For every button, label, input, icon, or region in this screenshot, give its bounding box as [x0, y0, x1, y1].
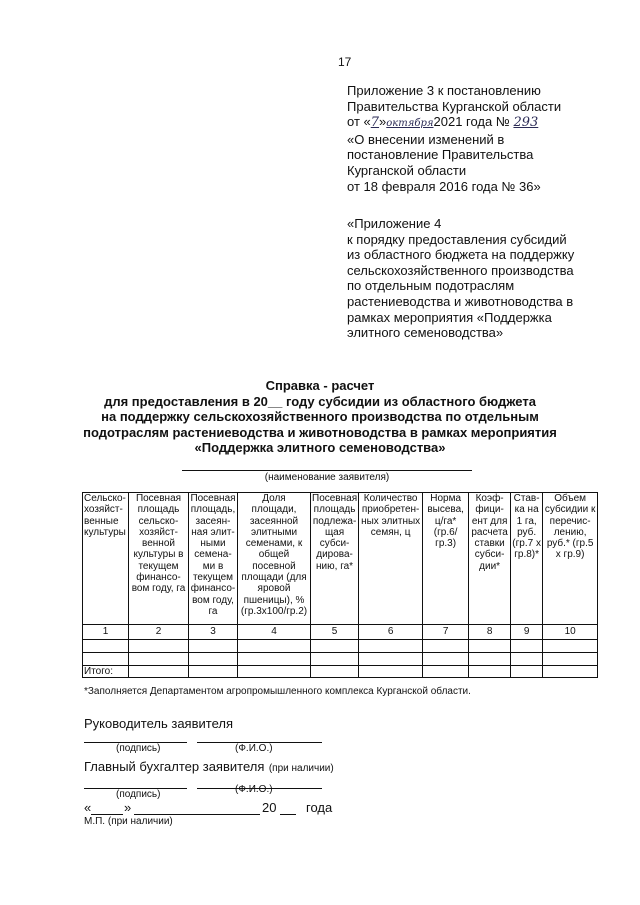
column-number: 1 [83, 625, 129, 640]
header-cell: Объем субсидии к перечис-лению, руб.* (гр.5 х гр.9) [543, 493, 598, 625]
appendix4-line: к порядку предоставления субсидий [347, 231, 567, 247]
appendix4-line: по отдельным подотраслям [347, 278, 515, 294]
appendix4-line: из областного бюджета на поддержку [347, 247, 575, 263]
accountant-row [84, 758, 334, 776]
title-line: для предоставления в 20__ году субсидии из областного бюджета [104, 393, 536, 409]
appendix-line: от 18 февраля 2016 года № 36» [347, 178, 541, 194]
column-number: 10 [543, 625, 598, 640]
column-number: 2 [129, 625, 189, 640]
date-close-quote: » [124, 800, 132, 815]
date-day-line [91, 814, 123, 815]
date-year: 2021 года № [433, 114, 510, 130]
total-label: Итого: [83, 666, 129, 678]
appendix-line: постановление Правительства [347, 147, 534, 163]
table-empty-row [83, 653, 598, 666]
fio-caption: (Ф.И.О.) [235, 743, 273, 754]
date-mid: » [379, 114, 387, 130]
table-header-row [83, 493, 598, 625]
table-empty-row [83, 640, 598, 653]
title-line: подотраслям растениеводства и животноводства в рамках мероприятия [83, 424, 557, 440]
appendix-line: «О внесении изменений в [347, 131, 505, 147]
appendix4-line: растениеводства и животноводства в [347, 293, 574, 309]
mp-label: М.П. [84, 816, 106, 827]
date-year: 20 [262, 800, 277, 815]
header-cell: Посевная площадь подлежа-щая субси-дирова-нию, га* [311, 493, 359, 625]
table-number-row [83, 625, 598, 640]
column-number: 3 [189, 625, 238, 640]
mp-note: (при наличии) [107, 816, 173, 827]
title-line: на поддержку сельскохозяйственного производства по отдельным [101, 409, 539, 424]
date-open-quote: « [84, 800, 92, 815]
footnote: *Заполняется Департаментом агропромышленного комплекса Курганской области. [84, 686, 471, 697]
appendix-line: Приложение 3 к постановлению [347, 83, 541, 98]
appendix-3-block [347, 83, 561, 194]
document-title [60, 378, 580, 456]
appendix-line: Правительства Курганской области [347, 98, 562, 114]
header-cell: Посевная площадь, засеян-ная элит-ными семена-ми в текущем финансо-вом году, га [189, 493, 238, 625]
appendix-line: Курганской области [347, 162, 467, 178]
fio-caption: (Ф.И.О.) [235, 784, 273, 795]
handwritten-day: 7 [370, 115, 380, 131]
appendix4-line: элитного семеноводства» [347, 325, 504, 341]
appendix4-line: рамках мероприятия «Поддержка [347, 309, 552, 325]
appendix-4-block [347, 216, 574, 341]
date-prefix: от « [347, 114, 371, 130]
appendix4-line: сельскохозяйственного производства [347, 262, 574, 278]
column-number: 8 [469, 625, 511, 640]
applicant-name-line [182, 470, 472, 471]
header-cell: Став-ка на 1 га, руб. (гр.7 х гр.8)* [511, 493, 543, 625]
column-number: 9 [511, 625, 543, 640]
accountant-label: Главный бухгалтер заявителя [84, 759, 265, 774]
title-line: Справка - расчет [265, 378, 375, 393]
header-cell: Посевная площадь сельско-хозяйст-венной культуры в текущем финансо-вом году, га [129, 493, 189, 625]
header-cell: Коэф-фици-ент для расчета ставки субси-дии* [469, 493, 511, 625]
appendix-date-line [347, 114, 561, 132]
column-number: 4 [238, 625, 311, 640]
calculation-table [82, 492, 598, 678]
date-suffix: года [306, 800, 333, 815]
date-row [84, 800, 344, 816]
applicant-caption: (наименование заявителя) [264, 472, 390, 483]
accountant-note: (при наличии) [268, 763, 334, 774]
head-label: Руководитель заявителя [84, 716, 233, 731]
handwritten-month: октября [386, 118, 434, 130]
header-cell: Норма высева, ц/га* (гр.6/гр.3) [423, 493, 469, 625]
title-line: «Поддержка элитного семеноводства» [194, 440, 446, 455]
header-cell: Количество приобретен-ных элитных семян, ц [359, 493, 423, 625]
signature-caption: (подпись) [116, 789, 161, 800]
handwritten-number: 293 [513, 115, 539, 131]
header-cell: Сельско-хозяйст-венные культуры [83, 493, 129, 625]
date-month-line [134, 814, 260, 815]
table-total-row [83, 666, 598, 678]
stamp-row [84, 816, 173, 827]
column-number: 5 [311, 625, 359, 640]
appendix4-line: «Приложение 4 [347, 216, 442, 231]
column-number: 6 [359, 625, 423, 640]
date-year-line [280, 814, 296, 815]
header-cell: Доля площади, засеянной элитными семенами, к общей посевной площади (для яровой пшеницы), % (гр.3х100/гр.2) [238, 493, 311, 625]
column-number: 7 [423, 625, 469, 640]
page-number: 17 [338, 55, 352, 69]
signature-caption: (подпись) [116, 743, 161, 754]
